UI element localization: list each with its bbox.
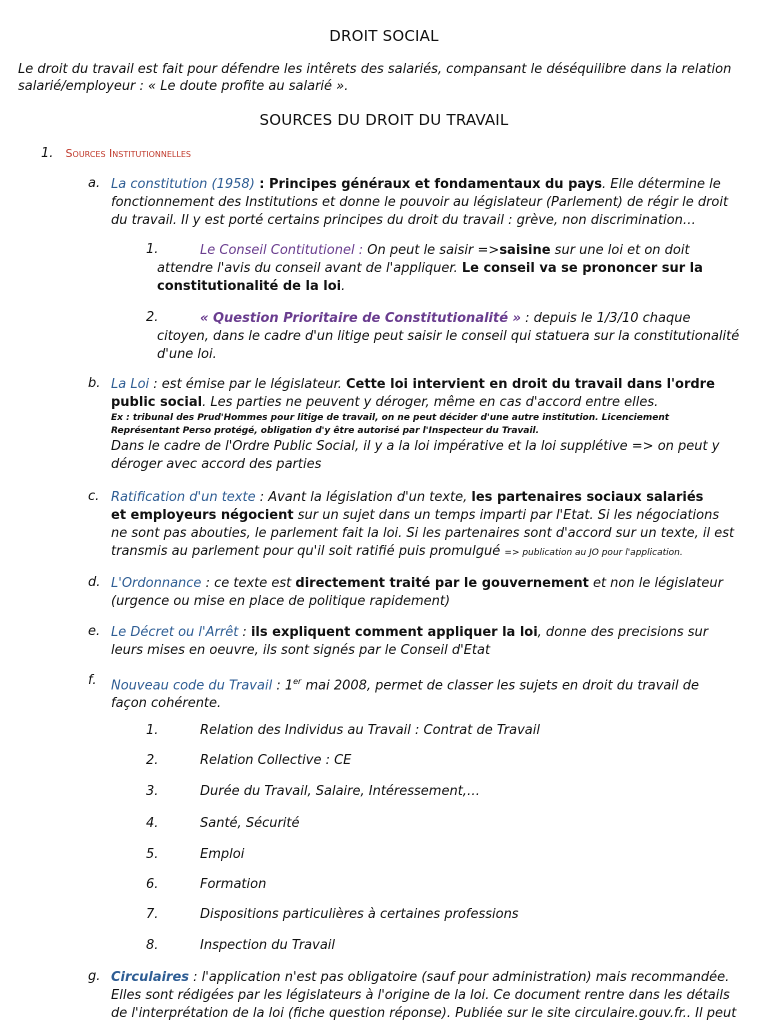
list-item-text: Formation	[200, 877, 267, 892]
item-g-head: Circulaires	[111, 970, 190, 985]
item-a-line3: du travail. Il y est porté certains principes du droit du travail : grève, non discrimination…	[111, 213, 696, 228]
item-g-line3: de l'interprétation de la loi (fiche question réponse). Publiée sur le site circulaire.gouv.fr.. Il peut	[111, 1006, 737, 1021]
item-f-rest2: mai 2008, permet de classer les sujets en droit du travail de	[301, 678, 699, 694]
list-item-number: 8.	[146, 938, 159, 953]
item-g-text	[111, 969, 756, 1023]
item-a1-line3: constitutionalité de la loi	[157, 279, 342, 294]
list-item-text: Relation des Individus au Travail : Contrat de Travail	[200, 723, 540, 738]
list-item-text: Dispositions particulières à certaines professions	[200, 907, 519, 922]
item-a-bold: : Principes généraux et fondamentaux du pays	[254, 177, 602, 192]
item-b-text	[111, 376, 751, 474]
item-a2-text	[157, 310, 747, 364]
item-c-letter: c.	[88, 489, 100, 504]
list-item-number: 2.	[146, 753, 159, 768]
section-title: SOURCES DU DROIT DU TRAVAIL	[259, 111, 509, 129]
item-g-line2: Elles sont rédigées par les législateurs à l'origine de la loi. Ce document rentre dans les détails	[111, 988, 730, 1003]
level1-label: Sources Institutionnelles	[65, 147, 191, 160]
item-b-line6: déroger avec accord des parties	[111, 457, 322, 472]
item-a1-head: Le Conseil Contitutionel :	[200, 243, 364, 258]
item-d-letter: d.	[88, 575, 101, 590]
item-c-text	[111, 489, 751, 561]
item-d-text	[111, 575, 751, 611]
item-b-bold1: Cette loi intervient en droit du travail dans l'ordre	[346, 377, 715, 392]
item-b-bold2: public social	[111, 395, 203, 410]
list-item	[146, 752, 352, 770]
intro-line-2: salarié/employeur : « Le doute profite au salarié ».	[18, 79, 349, 94]
item-b-line5: Dans le cadre de l'Ordre Public Social, il y a la loi impérative et la loi supplétive => on peut y	[111, 439, 720, 454]
item-b-rest2: . Les parties ne peuvent y déroger, même en cas d'accord entre elles.	[202, 395, 659, 410]
item-c-bold2: et employeurs négocient	[111, 508, 294, 523]
item-a2-rest: : depuis le 1/3/10 chaque	[521, 311, 691, 326]
list-item-number: 7.	[146, 907, 159, 922]
item-b-example1: Ex : tribunal des Prud'Hommes pour litige de travail, on ne peut décider d'une autre institution. Licenciement	[111, 413, 670, 423]
item-f-line2: façon cohérente.	[111, 696, 222, 712]
item-a1-line2a: attendre l'avis du conseil avant de l'appliquer.	[157, 261, 462, 276]
item-d-line2: (urgence ou mise en place de politique rapidement)	[111, 594, 451, 609]
item-a2-number: 2.	[146, 310, 159, 325]
item-c-rest2: sur un sujet dans un temps imparti par l'Etat. Si les négociations	[293, 508, 720, 523]
item-c-line4-small: => publication au JO pour l'application.	[504, 548, 683, 558]
item-a1-rest2: sur une loi et on doit	[550, 243, 690, 258]
item-e-bold: ils expliquent comment appliquer la loi	[250, 625, 538, 640]
item-a-letter: a.	[88, 176, 101, 191]
item-f-sup: er	[293, 677, 302, 686]
item-b-rest: : est émise par le législateur.	[149, 377, 346, 392]
list-item	[146, 937, 336, 955]
intro-paragraph	[18, 61, 748, 95]
item-f-text	[111, 673, 751, 713]
item-a-text	[111, 176, 751, 230]
item-a1-rest: On peut le saisir =>	[363, 243, 500, 258]
item-b-example2: Représentant Perso protégé, obligation d'y être autorisé par l'Inspecteur du Travail.	[111, 426, 540, 436]
list-item-number: 4.	[146, 816, 159, 831]
item-f-head: Nouveau code du Travail	[111, 678, 273, 694]
list-item	[146, 783, 480, 801]
item-a1-line2b: Le conseil va se prononcer sur la	[461, 261, 703, 276]
item-a2-line2: citoyen, dans le cadre d'un litige peut saisir le conseil qui statuera sur la constitutionalité	[157, 329, 740, 344]
list-item-number: 5.	[146, 847, 159, 862]
item-g-letter: g.	[88, 969, 101, 984]
item-a2-line3: d'une loi.	[157, 347, 217, 362]
item-d-bold: directement traité par le gouvernement	[295, 576, 589, 591]
list-item	[146, 876, 267, 894]
level1-number: 1.	[41, 146, 54, 161]
item-d-rest: : ce texte est	[201, 576, 296, 591]
item-a1-line3end: .	[341, 279, 346, 294]
item-f-letter: f.	[88, 673, 97, 688]
list-item-number: 1.	[146, 723, 159, 738]
item-a-head: La constitution (1958)	[111, 177, 255, 192]
item-b-head: La Loi	[111, 377, 150, 392]
item-a1-bold: saisine	[499, 243, 551, 258]
list-item-text: Santé, Sécurité	[200, 816, 300, 831]
list-item-number: 3.	[146, 784, 159, 799]
item-a1-text	[157, 242, 747, 296]
item-e-letter: e.	[88, 624, 101, 639]
item-a-line2: fonctionnement des Institutions et donne le pouvoir au législateur (Parlement) de régir le droit	[111, 195, 729, 210]
list-item-number: 6.	[146, 877, 159, 892]
item-c-line3: ne sont pas abouties, le parlement fait la loi. Si les partenaires sont d'accord sur un texte, il est	[111, 526, 735, 541]
item-b-letter: b.	[88, 376, 101, 391]
item-e-rest2: , donne des precisions sur	[537, 625, 709, 640]
item-a2-head: « Question Prioritaire de Constitutionalité »	[200, 311, 522, 326]
level1-heading	[41, 146, 191, 161]
intro-line-1: Le droit du travail est fait pour défendre les intêrets des salariés, compansant le déséquilibre dans la relation	[18, 62, 732, 77]
item-e-rest: :	[238, 625, 251, 640]
list-item-text: Durée du Travail, Salaire, Intéressement,…	[200, 784, 480, 799]
item-e-line2: leurs mises en oeuvre, ils sont signés par le Conseil d'Etat	[111, 643, 491, 658]
list-item	[146, 815, 300, 833]
list-item	[146, 722, 540, 740]
item-a1-number: 1.	[146, 242, 159, 257]
list-item-text: Inspection du Travail	[200, 938, 336, 953]
item-c-line4: transmis au parlement pour qu'il soit ratifié puis promulgué	[111, 544, 505, 559]
item-c-head: Ratification d'un texte	[111, 490, 256, 505]
item-d-head: L'Ordonnance	[111, 576, 202, 591]
item-g-rest: : l'application n'est pas obligatoire (sauf pour administration) mais recommandée.	[189, 970, 730, 985]
item-c-rest: : Avant la législation d'un texte,	[255, 490, 472, 505]
item-e-text	[111, 624, 751, 660]
list-item	[146, 846, 245, 864]
document-title: DROIT SOCIAL	[329, 27, 439, 45]
item-f-rest: : 1	[272, 678, 294, 694]
list-item	[146, 906, 519, 924]
list-item-text: Relation Collective : CE	[200, 753, 352, 768]
list-item-text: Emploi	[200, 847, 245, 862]
item-c-bold1: les partenaires sociaux salariés	[471, 490, 704, 505]
item-d-rest2: et non le législateur	[588, 576, 723, 591]
item-e-head: Le Décret ou l'Arrêt	[111, 625, 239, 640]
item-a-line1: . Elle détermine le	[601, 177, 721, 192]
